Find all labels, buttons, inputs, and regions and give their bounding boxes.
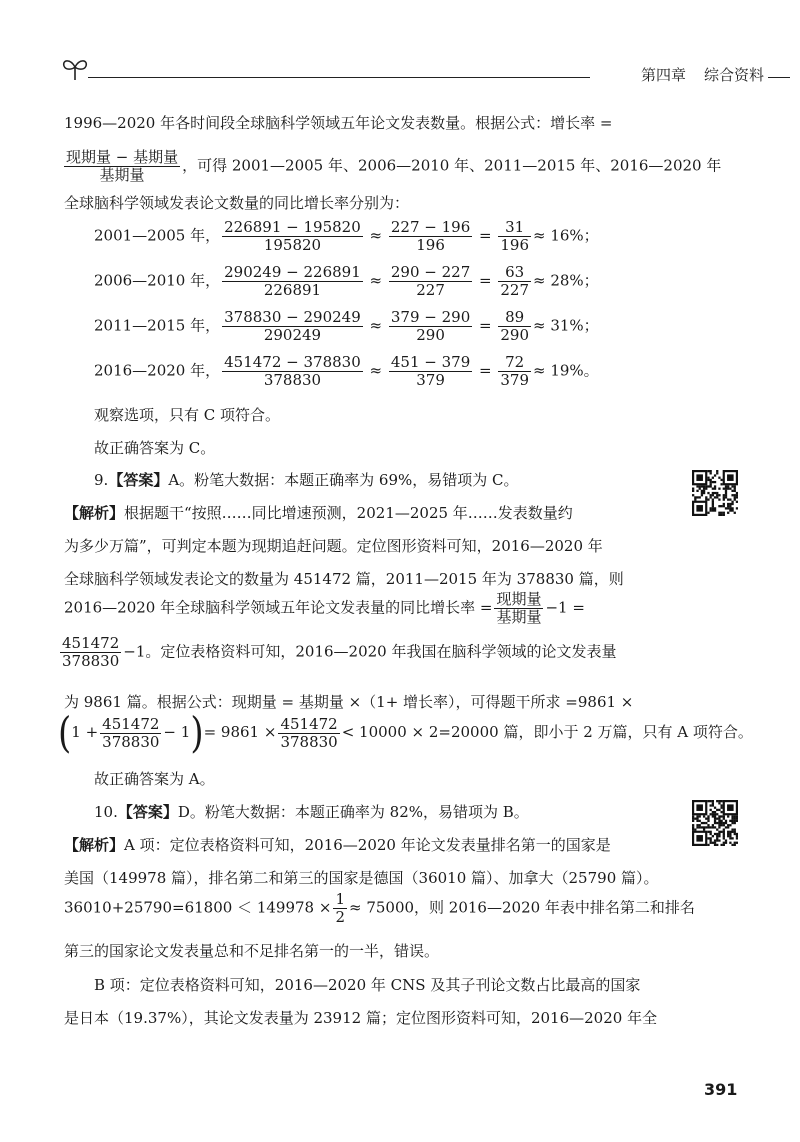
- calc-line: 2001—2005 年， $\frac{226891 - 195820}{195820}$ ≈ $\frac{227 - 196}{196}$ = $\frac{31}{196}$ ≈ 16%；: [94, 218, 599, 254]
- fraction: $\frac{451472}{378830}$: [102, 714, 160, 751]
- fraction: $\frac{290 - 227}{227}$: [390, 263, 471, 299]
- chapter-title: [641, 64, 764, 85]
- header-rule: [88, 77, 590, 78]
- text-line: 全球脑科学领域发表论文数量的同比增长率分别为：: [64, 194, 410, 212]
- qr-code-icon[interactable]: [692, 800, 738, 846]
- text-line: 1996—2020 年各时间段全球脑科学领域五年论文发表数量。根据公式：增长率 =: [64, 114, 613, 132]
- text-line: $\frac{\text{现期量 − 基期量}}{\text{基期量}}$ ，可得 2001—2005 年、2006—2010 年、2011—2015 年、2016—2020 年: [66, 148, 722, 184]
- text-line: 2016—2020 年全球脑科学领域五年论文发表量的同比增长率 = $\frac{\text{现期量}}{\text{基期量}}$ −1 =: [64, 590, 585, 626]
- text-line: (1 + $\frac{451472}{378830}$ − 1)= 9861 × $\frac{451472}{378830}$ < 10000 × 2=20000 篇，即小于 2 万篇，只有 A 项符合。: [58, 708, 753, 758]
- text-line: 第三的国家论文发表量总和不足排名第一的一半，错误。: [64, 942, 440, 960]
- text-line: $\frac{451472}{378830}$ −1。定位表格资料可知，2016—2020 年我国在脑科学领域的论文发表量: [62, 634, 617, 670]
- fraction: $\frac{227 - 196}{196}$: [390, 218, 471, 254]
- fraction: $\frac{451472 - 378830}{378830}$: [224, 353, 361, 389]
- chapter-label: 第四章: [640, 66, 686, 84]
- fraction: $\frac{72}{379}$: [500, 353, 529, 389]
- text-line: 为 9861 篇。根据公式：现期量 = 基期量 ×（1+ 增长率），可得题干所求 =9861 ×: [64, 693, 634, 711]
- text-line: 全球脑科学领域发表论文的数量为 451472 篇，2011—2015 年为 378830 篇，则: [64, 570, 624, 588]
- calc-line: 2011—2015 年， $\frac{378830 - 290249}{290249}$ ≈ $\frac{379 - 290}{290}$ = $\frac{89}{290}$ ≈ 31%；: [94, 308, 599, 344]
- text-line: 故正确答案为 A。: [94, 770, 215, 788]
- fraction: $\frac{1}{2}$: [335, 890, 345, 926]
- text-line: B 项：定位表格资料可知，2016—2020 年 CNS 及其子刊论文数占比最高的国家: [94, 976, 641, 994]
- text-line: 36010+25790=61800 ＜ 149978 × $\frac{1}{2}$ ≈ 75000，则 2016—2020 年表中排名第二和排名: [64, 890, 695, 926]
- fraction: $\frac{378830 - 290249}{290249}$: [224, 308, 361, 344]
- text-line: 故正确答案为 C。: [94, 439, 216, 457]
- fraction: $\frac{\text{现期量 − 基期量}}{\text{基期量}}$: [66, 148, 179, 184]
- fraction: $\frac{226891 - 195820}{195820}$: [224, 218, 361, 254]
- fraction: $\frac{63}{227}$: [500, 263, 529, 299]
- fraction: $\frac{451 - 379}{379}$: [390, 353, 471, 389]
- fraction: $\frac{379 - 290}{290}$: [390, 308, 471, 344]
- calc-line: 2006—2010 年， $\frac{290249 - 226891}{226891}$ ≈ $\frac{290 - 227}{227}$ = $\frac{63}{227}$ ≈ 28%；: [94, 263, 599, 299]
- question-9-analysis: 【解析】根据题干“按照……同比增速预测，2021—2025 年……发表数量约: [64, 504, 573, 522]
- text-line: 是日本（19.37%），其论文发表量为 23912 篇；定位图形资料可知，2016—2020 年全: [64, 1009, 658, 1027]
- text-line: 为多少万篇”，可判定本题为现期追赶问题。定位图形资料可知，2016—2020 年: [64, 537, 603, 555]
- sprout-icon: [60, 56, 90, 82]
- section-label: 综合资料: [703, 66, 764, 84]
- fraction: $\frac{\text{现期量}}{\text{基期量}}$: [496, 590, 542, 626]
- qr-code-icon[interactable]: [692, 470, 738, 516]
- fraction: $\frac{31}{196}$: [500, 218, 529, 254]
- text-line: 美国（149978 篇），排名第二和第三的国家是德国（36010 篇）、加拿大（25790 篇）。: [64, 869, 659, 887]
- fraction: $\frac{451472}{378830}$: [62, 634, 120, 670]
- question-10-answer: 10.【答案】D。粉笔大数据：本题正确率为 82%，易错项为 B。: [94, 803, 529, 821]
- calc-line: 2016—2020 年， $\frac{451472 - 378830}{378830}$ ≈ $\frac{451 - 379}{379}$ = $\frac{72}{379}$ ≈ 19%。: [94, 353, 599, 389]
- page-number: 391: [704, 1080, 738, 1099]
- question-10-analysis: 【解析】A 项：定位表格资料可知，2016—2020 年论文发表量排名第一的国家是: [64, 836, 611, 854]
- fraction: $\frac{451472}{378830}$: [280, 714, 338, 751]
- question-9-answer: 9.【答案】A。粉笔大数据：本题正确率为 69%，易错项为 C。: [94, 471, 519, 489]
- fraction: $\frac{290249 - 226891}{226891}$: [224, 263, 361, 299]
- text-line: 观察选项，只有 C 项符合。: [94, 406, 281, 424]
- fraction: $\frac{89}{290}$: [500, 308, 529, 344]
- header-rule-right: [768, 77, 790, 78]
- page-header: [52, 50, 772, 90]
